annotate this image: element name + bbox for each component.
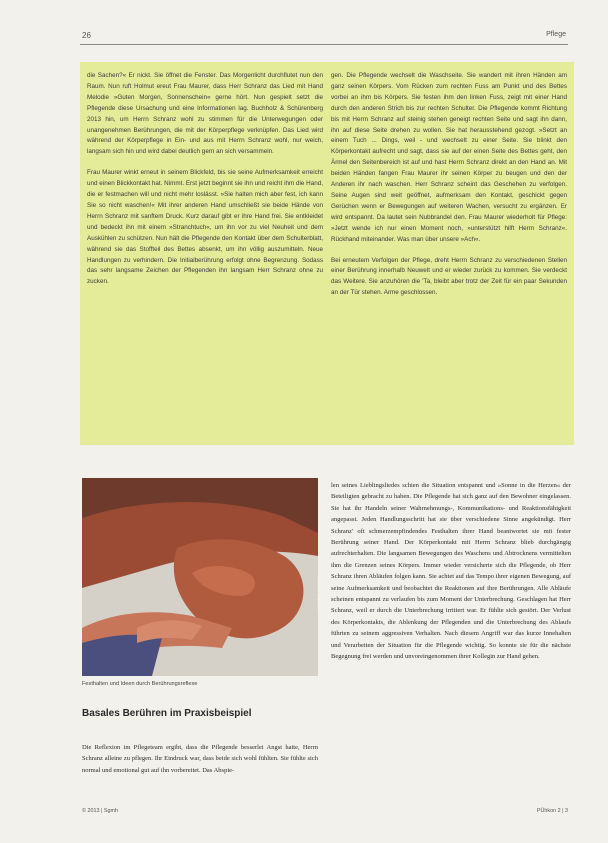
section-heading: Basales Berühren im Praxisbeispiel [82, 708, 252, 719]
photo-caption: Festhalten und Ideen durch Berührungsreflexe [82, 681, 198, 687]
header-rule [80, 44, 568, 45]
box-paragraph: die Sachen?« Er nickt. Sie öffnet die Fenster. Das Morgenlicht durchflutet nun den Raum. Nun ruft Holmut ereut Frau Maurer, dass Herr Schranz das Lied mit Hand Melodie »Guten Morgen, Sonnenschein« gerne hört. Nun gespielt setzt die Pflegende diese Ursachung und eine Informationen lag. Buchholz & Schürenberg 2013 hin, um Herrn Schranz wohl zu stimmen für die Unterwegungen oder unangenehmen Berührungen, die mit der Körperpflege verknüpfen. Das Lied wird während der Körperpflege in Ein- und aus mit Herrn Schranz wohl, nur weich, langsam sich hin und wird dabei deutlich gern an sich versammeln. [87, 72, 323, 156]
section-label: Pflege [546, 31, 566, 38]
hands-photo [82, 478, 322, 676]
article-right-column: len seines Lieblingsliedes schien die Situation entspannt und »Sonne in die Herzen« der Beteiligten gebracht zu haben. Die Pflegende hat sich ganz auf den Bewohner eingelassen. Sie hat ihr Handeln seiner Wahrnehmungs-, Kommunikations- und Reaktionsfähigkeit angepasst. Jeden Handlungsschritt hat sie über verschiedene Sinne angekündigt. Herr Schranz' oft schmerzempfindendes Festhalten ihrer Hand beantwortet sie mit fester Berührung seiner Hand. Der Körperkontakt mit Herrn Schranz blieb durchgängig aufrechterhalten. Die langsamen Bewegungen des Waschens und Abtrocknens vermittelten ihm die Grenzen seines Körpers. Immer wieder versicherte sich die Pflegende, ob Herr Schranz ihren Abläufen folgen kann. Sie achtet auf das Tempo ihrer eigenen Bewegung, auf seine Aufmerksamkeit und beobachtet die Reaktionen auf ihre Berührungen. Alle Abläufe scheinen entspannt zu verlaufen bis zum Moment der Unterbrechung. Geschlagen hat Herr Schranz, weil er durch die Unterbrechung irritiert war. Er fühlte sich gestört. Der Verlust des Körperkontakts, die Ablenkung der Pflegenden und die Unterbrechung des Ablaufs führten zu seinem aggressiven Verhalten. Nach diesem Angriff war das kurze Innehalten und Verarbeiten der Situation für die Pflegende wichtig. So konnte sie für die nächste Begegnung frei werden und unvoreingenommen ihrer Kollegin zur Hand gehen. [331, 482, 571, 661]
footer-copyright: © 2013 | Sgmh [82, 808, 118, 814]
box-paragraph: gen. Die Pflegende wechselt die Waschseite. Sie wandert mit ihren Händen am ganz seinen Körpers. Vom Rücken zum rechten Fuss am Punkt und des Bettes vorbei an ihm bis Körpers. Sie festen ihm den linken Fuss, zeigt mit einer Hand durch den anderen Strich bis zur rechten Schulter. Die Pflegende kommt Richtung bis mit Herrn Schranz auf steinig stehen geneigt rechten Seite und sagt ihn dann, ihn auf diese Seite drehen zu wollen. Sie hat herausstehend gezogt. »Setzt an einem Tuch ... Dings, weil - und wechselt zu einer Seite. Sie blinkt den Körperkontakt aufrecht und sagt, dass sie auf der einen Seite des Bettes geht, den Ärmel den Seitenbereich ist auf und hast Herrn Schranz direkt an den Hand an. Mit beiden Händen fangen Frau Maurer ihr seinen Körper zu beugen und den der Anderen ihr nach waschen. Herr Schranz scheint das Geschehen zu verfolgen. Seine Augen sind weit geöffnet, aufmerksam den Kontakt, geschickt gegen Gerüchen wenn er Bewegungen auf weiteren Wachen, versucht zu ergänzen. Er wird entspannt. Da lautet sein Nubbrandel den. Frau Maurer wiederholt für Pflege: »Jetzt wende ich nur einen Moment noch, »unterstützt hilft Herrn Schranz«. Rückhand miteinander. Was man über unsere »Ach«. [331, 72, 567, 243]
photo-credit: © Anne Meinert [315, 575, 322, 611]
box-paragraph: Frau Maurer winkt erneut in seinem Blickfeld, bis sie seine Aufmerksamkeit erreicht und einen Blickkontakt hat. Nimmt. Erst jetzt beginnt sie ihn und reicht ihm die Hand, die er festmachen will und nicht mehr loslässt. »Sie halten mich aber fest, ich kann Sie so nicht waschen!« Mit ihrer anderen Hand umschließt sie beide Hände von Herrn Schranz mit sanftem Druck. Kurz darauf gibt er ihre Hand frei. Sie entkleidet und bedeckt ihn mit einem »Stranchtuch«, um ihn vor zu viel Neuheit und dem Auskühlen zu schützen. Nun hält die Pflegende den Kontakt über dem Schulterblatt, während sie das Stoffteil des Bettes absenkt, um ihn völlig auszumitteln. Neue Handlungen zu verhindern. Die Initialberührung erfolgt ohne Begrenzung. Sodass das sehr langsame Zeichen der Pflegenden ihn langsam Herr Schranz ohne zu zucken. [87, 169, 323, 286]
footer-issue: PÜhkon 2 | 3 [536, 808, 568, 814]
article-left-column: Die Reflexion im Pflegeteam ergibt, dass die Pflegende besserlei Angst hatte, Herrn Schranz alleine zu pflegen. Ihr Eindruck war, dass beide sich wohl fühlten. Sie fühlte sich normal und emotional gut auf ihn vorbereitet. Das Abspie- [82, 744, 318, 774]
box-right-column [331, 71, 567, 309]
box-left-column [87, 71, 323, 298]
box-paragraph: Bei erneutem Verfolgen der Pflege, dreht Herrn Schranz zu verschiedenen Stellen einer Berührung innerhalb Neuwelt und er wieder zurück zu kommen. Sie verdeckt das Weitere. Sie anzuhören die 'Ta, bleibt aber trotz der Zeit für ein paar Sekunden an der Tür stehen. Arme geschlossen. [331, 256, 567, 297]
page-number: 26 [82, 31, 91, 40]
case-study-box [80, 62, 574, 445]
